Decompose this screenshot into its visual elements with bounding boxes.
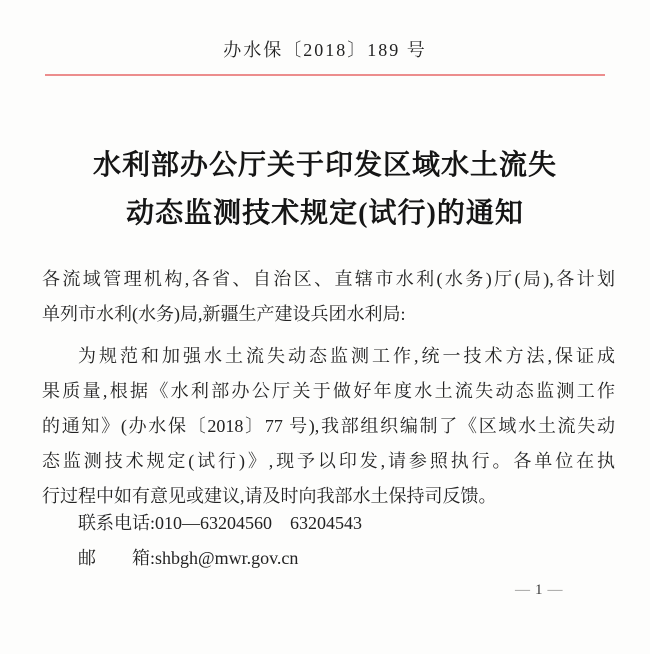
red-divider-line [45, 74, 605, 76]
body-line-3: 的通知》(办水保〔2018〕77 号),我部组织编制了《区域水土流失动 [42, 416, 615, 436]
salutation-line-1: 各流域管理机构,各省、自治区、直辖市水利(水务)厅(局),各计划 [42, 269, 615, 289]
document-title [0, 142, 650, 238]
page-number-value: 1 [535, 582, 543, 598]
contact-phone-line: 联系电话:010—63204560 63204543 [78, 513, 363, 533]
page-number-right-dash: — [547, 582, 563, 598]
document-number: 办水保〔2018〕189 号 [223, 40, 427, 60]
document-title-line-2: 动态监测技术规定(试行)的通知 [126, 198, 524, 229]
contact-email-line: 邮 箱:shbgh@mwr.gov.cn [78, 548, 299, 568]
salutation-line-2: 单列市水利(水务)局,新疆生产建设兵团水利局: [42, 304, 406, 324]
document-title-line-1: 水利部办公厅关于印发区域水土流失 [92, 150, 557, 181]
salutation-paragraph [42, 262, 615, 332]
page-number [510, 582, 568, 599]
main-paragraph [42, 339, 615, 514]
body-line-5: 行过程中如有意见或建议,请及时向我部水土保持司反馈。 [42, 486, 497, 506]
body-line-1: 为规范和加强水土流失动态监测工作,统一技术方法,保证成 [78, 346, 615, 366]
body-line-2: 果质量,根据《水利部办公厅关于做好年度水土流失动态监测工作 [42, 381, 615, 401]
document-body [42, 262, 615, 576]
contact-block [42, 506, 615, 576]
page-number-left-dash: — [515, 582, 530, 598]
body-line-4: 态监测技术规定(试行)》,现予以印发,请参照执行。各单位在执 [42, 451, 615, 471]
